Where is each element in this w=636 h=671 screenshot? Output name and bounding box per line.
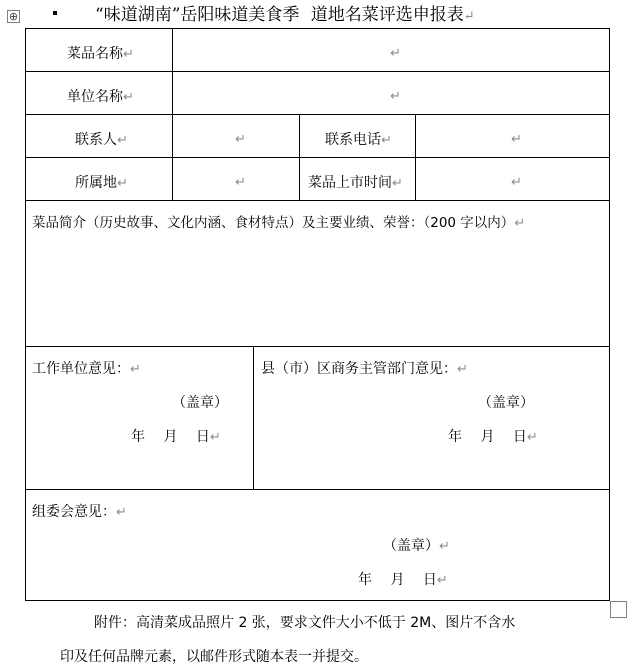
table-rule: [25, 489, 610, 490]
contact-label: 联系人↵: [75, 132, 128, 148]
intro-label[interactable]: 菜品简介（历史故事、文化内涵、食材特点）及主要业绩、荣誉：（200 字以内）↵: [32, 215, 526, 231]
work-unit-opinion-label[interactable]: 工作单位意见：↵: [32, 361, 141, 377]
attachment-note-line-1: 附件：高清菜成品照片 2 张，要求文件大小不低于 2M、图片不含水: [94, 615, 516, 631]
table-border-top: [25, 28, 610, 29]
table-rule: [415, 114, 416, 200]
table-rule: [172, 28, 173, 200]
bullet-marker: [53, 11, 57, 15]
return-mark-icon: ↵: [381, 133, 392, 148]
dish-name-label: 菜品名称↵: [67, 46, 134, 62]
work-unit-date: 年 月 日↵: [131, 429, 221, 445]
table-rule: [25, 71, 610, 72]
dish-name-field[interactable]: ↵: [390, 46, 401, 61]
return-mark-icon: ↵: [123, 47, 134, 62]
table-move-handle-icon[interactable]: ⊕: [8, 10, 19, 23]
table-border-left: [25, 28, 26, 601]
return-mark-icon: ↵: [123, 90, 134, 105]
title-suffix: 道地名菜评选申报表: [310, 5, 464, 25]
committee-opinion-label[interactable]: 组委会意见：↵: [32, 504, 127, 520]
table-rule: [25, 114, 610, 115]
county-seal: （盖章）: [478, 395, 534, 411]
return-mark-icon: ↵: [439, 539, 450, 554]
county-date: 年 月 日↵: [448, 429, 538, 445]
committee-seal: （盖章）↵: [383, 538, 450, 554]
table-rule: [253, 346, 254, 489]
phone-field[interactable]: ↵: [511, 132, 522, 147]
return-mark-icon: ↵: [116, 505, 127, 520]
return-mark-icon: ↵: [392, 176, 403, 191]
phone-label: 联系电话↵: [325, 132, 392, 148]
table-rule: [25, 346, 610, 347]
return-mark-icon: ↵: [436, 573, 448, 588]
return-mark-icon: ↵: [526, 430, 538, 445]
committee-date: 年 月 日↵: [358, 572, 448, 588]
return-mark-icon: ↵: [463, 9, 475, 24]
table-rule: [25, 157, 610, 158]
table-resize-handle-icon[interactable]: [610, 601, 627, 618]
location-field[interactable]: ↵: [235, 175, 246, 190]
return-mark-icon: ↵: [209, 430, 221, 445]
return-mark-icon: ↵: [117, 176, 128, 191]
work-unit-seal: （盖章）: [172, 395, 228, 411]
title-prefix: “味道湖南”岳阳味道美食季: [95, 5, 300, 25]
document-title: [95, 3, 475, 29]
return-mark-icon: ↵: [514, 216, 526, 231]
return-mark-icon: ↵: [130, 362, 141, 377]
unit-name-label: 单位名称↵: [67, 89, 134, 105]
unit-name-field[interactable]: ↵: [390, 89, 401, 104]
contact-field[interactable]: ↵: [235, 132, 246, 147]
table-border-right: [609, 28, 610, 601]
table-rule: [299, 114, 300, 200]
launch-time-field[interactable]: ↵: [511, 175, 522, 190]
county-opinion-label[interactable]: 县（市）区商务主管部门意见：↵: [261, 361, 468, 377]
table-rule: [25, 200, 610, 201]
return-mark-icon: ↵: [457, 362, 468, 377]
return-mark-icon: ↵: [117, 133, 128, 148]
table-border-bottom: [25, 600, 610, 601]
launch-time-label: 菜品上市时间↵: [308, 175, 403, 191]
attachment-note-line-2: 印及任何品牌元素，以邮件形式随本表一并提交。: [60, 649, 368, 665]
location-label: 所属地↵: [75, 175, 128, 191]
